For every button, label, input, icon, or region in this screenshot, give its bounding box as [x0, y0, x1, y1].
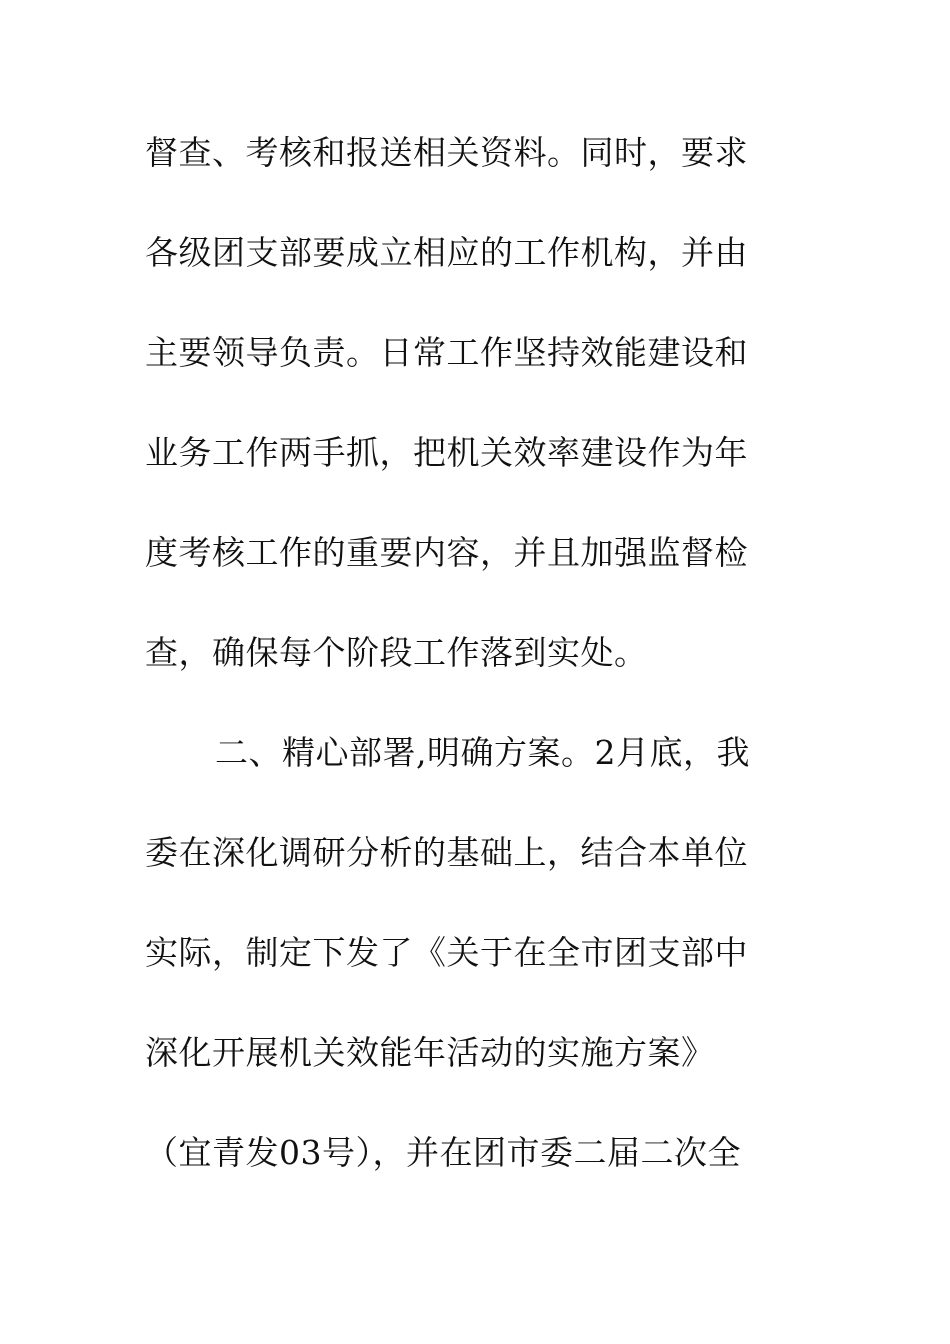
text-line: 督查、考核和报送相关资料。同时，要求	[145, 133, 748, 172]
text-line: 委在深化调研分析的基础上，结合本单位	[145, 833, 748, 872]
text-line: 业务工作两手抓，把机关效率建设作为年	[145, 433, 748, 472]
text-line: 主要领导负责。日常工作坚持效能建设和	[145, 333, 748, 372]
text-line: 查，确保每个阶段工作落到实处。	[145, 633, 648, 672]
text-line: 各级团支部要成立相应的工作机构，并由	[145, 233, 748, 272]
section-heading-line: 二、精心部署,明确方案。2月底，我	[215, 733, 750, 772]
text-line: 度考核工作的重要内容，并且加强监督检	[145, 533, 748, 572]
text-line: 深化开展机关效能年活动的实施方案》	[145, 1033, 715, 1072]
text-line: （宜青发03号），并在团市委二届二次全	[145, 1133, 741, 1172]
text-line: 实际，制定下发了《关于在全市团支部中	[145, 933, 748, 972]
